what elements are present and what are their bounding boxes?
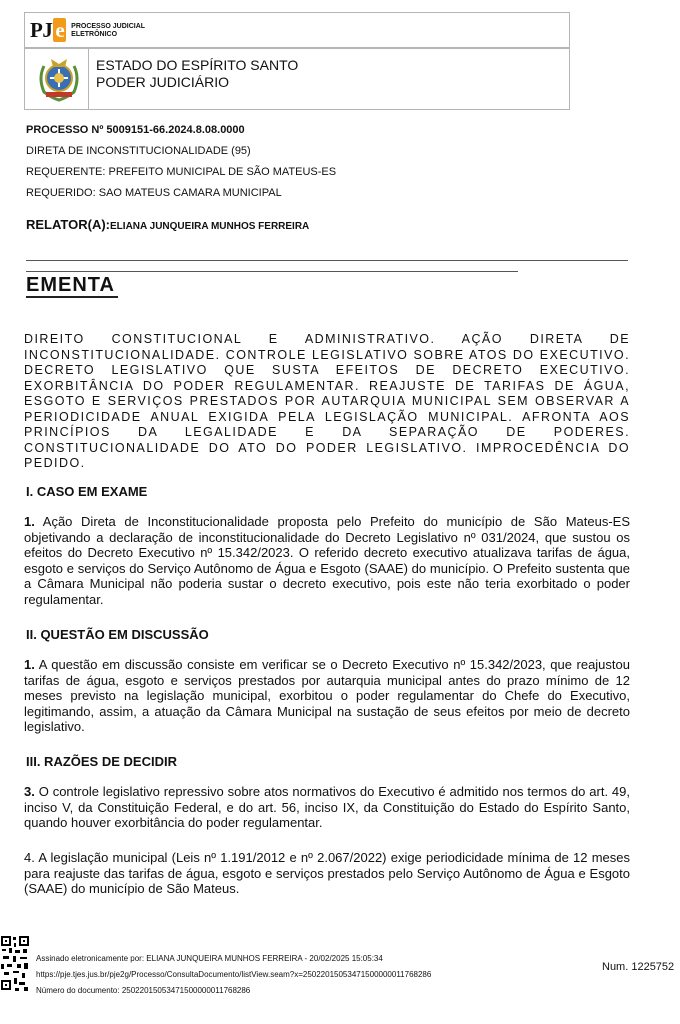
process-number: PROCESSO Nº 5009151-66.2024.8.08.0000 bbox=[26, 124, 245, 136]
pje-mark: PJ e bbox=[30, 18, 65, 42]
rule-2 bbox=[26, 271, 518, 272]
ementa-body: DIREITO CONSTITUCIONAL E ADMINISTRATIVO. AÇÃO DIRETA DE INCONSTITUCIONALIDADE. CONTROLE LEGISLATIVO SOBRE ATOS DO EXECUTIVO. DECRETO LEGISLATIVO QUE SUSTA EFEITOS DE DECRETO EXECUTIVO. EXORBITÂNCIA DO PODER REGULAMENTAR. REAJUSTE DE TARIFAS DE ÁGUA, ESGOTO E SERVIÇOS PRESTADOS POR AUTARQUIA MUNICIPAL SEM OBSERVAR A PERIODICIDADE ANUAL EXIGIDA PELA LEGISLAÇÃO MUNICIPAL. AFRONTA AOS PRINCÍPIOS DA LEGALIDADE E DA SEPARAÇÃO DE PODERES. CONSTITUCIONALIDADE DO ATO DO PODER LEGISLATIVO. IMPROCEDÊNCIA DO PEDIDO. bbox=[24, 332, 630, 470]
rule-1 bbox=[26, 260, 628, 261]
process-class: DIRETA DE INCONSTITUCIONALIDADE (95) bbox=[26, 145, 251, 157]
section-heading-2: II. QUESTÃO EM DISCUSSÃO bbox=[26, 627, 209, 642]
section-paragraph-3: 3. O controle legislativo repressivo sobre atos normativos do Executivo é admitido nos termos do art. 49, inciso V, da Constituição Federal, e do art. 56, inciso IX, da Constituição do Estado do Espírito Santo, quando houver exorbitância do poder regulamentar. bbox=[24, 784, 630, 830]
qr-code-icon bbox=[0, 934, 30, 994]
section-heading-1: I. CASO EM EXAME bbox=[26, 484, 148, 499]
pje-logo bbox=[30, 18, 145, 43]
section-paragraph-1: 1. Ação Direta de Inconstitucionalidade proposta pelo Prefeito do município de São Mateus-ES objetivando a declaração de inconstitucionalidade do Decreto Legislativo nº 031/2024, que sustou os efeitos do Decreto Executivo nº 15.342/2023. O referido decreto executivo atualizava tarifas de água, esgoto e serviços do Serviço Autônomo de Água e Esgoto (SAAE) do município. O Prefeito sustenta que a Câmara Municipal não poderia sustar o decreto executivo, pois este não teria exorbitado o poder regulamentar. bbox=[24, 514, 630, 607]
ementa-title: EMENTA bbox=[26, 274, 115, 296]
ementa-underline bbox=[26, 296, 118, 298]
paragraph-4: 4. A legislação municipal (Leis nº 1.191/2012 e nº 2.067/2022) exige periodicidade mínima de 12 meses para reajuste das tarifas de água, esgoto e serviços prestados pelo Serviço Autônomo de Água e Esgoto (SAAE) do município de São Mateus. bbox=[24, 850, 630, 896]
coat-of-arms-icon bbox=[36, 54, 82, 102]
section-heading-3: III. RAZÕES DE DECIDIR bbox=[26, 754, 177, 769]
document-number: Número do documento: 25022015053471500000011768286 bbox=[36, 986, 251, 995]
signature-line: Assinado eletronicamente por: ELIANA JUNQUEIRA MUNHOS FERREIRA - 20/02/2025 15:05:34 bbox=[36, 954, 383, 963]
requerido: REQUERIDO: SAO MATEUS CAMARA MUNICIPAL bbox=[26, 187, 282, 199]
pje-subtitle: PROCESSO JUDICIAL ELETRÔNICO bbox=[71, 22, 146, 38]
num-label: Num. 1225752 bbox=[602, 961, 675, 973]
state-title: ESTADO DO ESPÍRITO SANTO PODER JUDICIÁRIO bbox=[96, 57, 299, 90]
document-url[interactable]: https://pje.tjes.jus.br/pje2g/Processo/ConsultaDocumento/listView.seam?x=25022015053471500000011768286 bbox=[36, 970, 432, 979]
section-paragraph-2: 1. A questão em discussão consiste em verificar se o Decreto Executivo nº 15.342/2023, que reajustou tarifas de água, esgoto e serviços prestados por autarquia municipal antes do prazo mínimo de 12 meses previsto na legislação municipal, exorbitou o poder regulamentar do Chefe do Executivo, legitimando, assim, a atuação da Câmara Municipal na sustação de seus efeitos por meio de decreto legislativo. bbox=[24, 657, 630, 734]
header-divider bbox=[88, 48, 89, 110]
requerente: REQUERENTE: PREFEITO MUNICIPAL DE SÃO MATEUS-ES bbox=[26, 166, 337, 178]
relator: RELATOR(A):ELIANA JUNQUEIRA MUNHOS FERREIRA bbox=[26, 217, 310, 232]
